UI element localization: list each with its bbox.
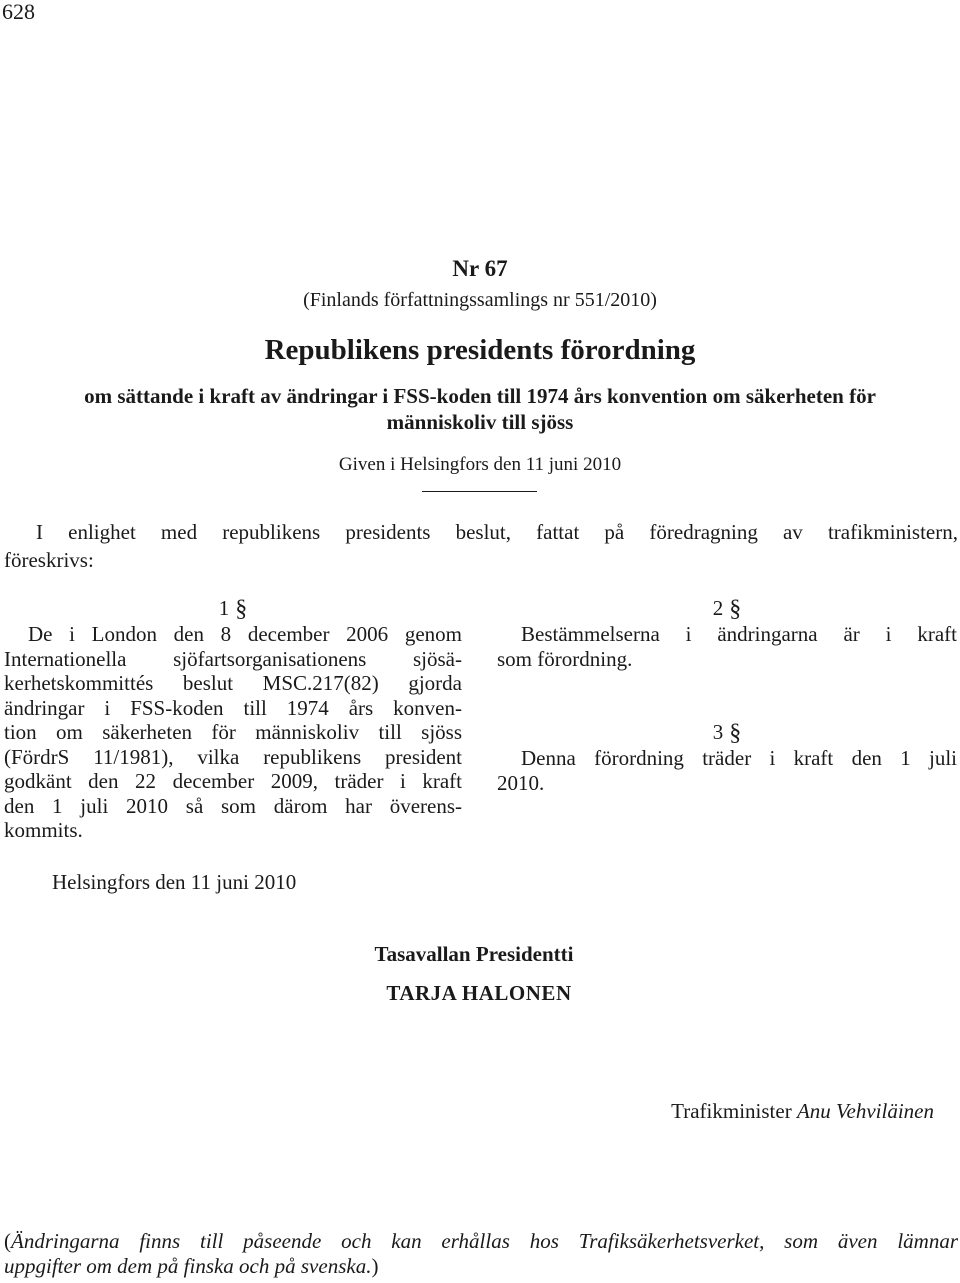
text-line: (FördrS 11/1981), vilka republikens president (4, 744, 462, 769)
subtitle-line-1: om sättande i kraft av ändringar i FSS-koden till 1974 års konvention om säkerheten för (84, 384, 876, 408)
open-paren: ( (4, 1229, 11, 1253)
text-line: kerhetskommittés beslut MSC.217(82) gjorda (4, 671, 462, 695)
subtitle-line-2: människoliv till sjöss (386, 410, 574, 434)
section-symbol-icon: § (235, 596, 248, 622)
text-line: godkänt den 22 december 2009, träder i kraft (4, 769, 462, 793)
president-title: Tasavallan Presidentti (374, 942, 574, 966)
subtitle (0, 383, 960, 435)
footnote-text-1: Ändringarna finns till påseende och kan erhållas hos Trafiksäkerhetsverket, som även lämnar (11, 1229, 958, 1253)
page-number: 628 (2, 0, 35, 24)
intro-line-1: I enlighet med republikens presidents beslut, fattat på föredragning av trafikministern, (36, 520, 958, 544)
minister-signature (671, 1099, 934, 1124)
section-3-text (497, 746, 957, 795)
section-1-heading (4, 594, 462, 622)
text-line: som förordning. (497, 646, 633, 671)
left-column (4, 594, 462, 843)
president-name: TARJA HALONEN (386, 981, 572, 1005)
footnote-line-1 (4, 1229, 958, 1254)
place-and-date: Helsingfors den 11 juni 2010 (52, 870, 297, 894)
section-1-text (4, 622, 462, 843)
text-line: De i London den 8 december 2006 genom (28, 622, 462, 646)
section-2-text (497, 622, 957, 671)
text-line: Bestämmelserna i ändringarna är i kraft (521, 622, 957, 646)
footnote (4, 1229, 958, 1278)
intro-line-2: föreskrivs: (4, 548, 94, 572)
minister-name: Anu Vehviläinen (796, 1099, 934, 1123)
footnote-text-2: uppgifter om dem på finska och på svenska. (4, 1253, 372, 1278)
section-3-heading (497, 718, 957, 746)
text-line: ändringar i FSS-koden till 1974 års konven- (4, 695, 462, 720)
section-number: 2 (712, 596, 724, 620)
section-number: 3 (712, 720, 724, 744)
text-line: 2010. (497, 770, 545, 795)
section-symbol-icon: § (729, 596, 742, 622)
section-2-heading (497, 594, 957, 622)
section-number: 1 (218, 596, 230, 620)
text-line: Denna förordning träder i kraft den 1 juli (521, 746, 957, 770)
footnote-line-2 (4, 1254, 378, 1278)
minister-title: Trafikminister (671, 1099, 792, 1123)
given-date-line: Given i Helsingfors den 11 juni 2010 (338, 454, 622, 475)
close-paren: ) (371, 1253, 379, 1278)
page-title: Republikens presidents förordning (264, 334, 696, 366)
statute-reference: (Finlands författningssamlings nr 551/2010) (303, 289, 657, 311)
text-line: tion om säkerheten för människoliv till sjöss (4, 720, 462, 744)
text-line: Internationella sjöfartsorganisationens sjösä- (4, 646, 462, 671)
section-symbol-icon: § (729, 720, 742, 746)
text-line: den 1 juli 2010 så som därom har överens- (4, 793, 462, 818)
intro-paragraph (4, 518, 958, 574)
divider-rule (422, 491, 537, 492)
text-line: kommits. (4, 818, 83, 842)
right-column (497, 594, 957, 795)
document-number: Nr 67 (452, 256, 508, 281)
